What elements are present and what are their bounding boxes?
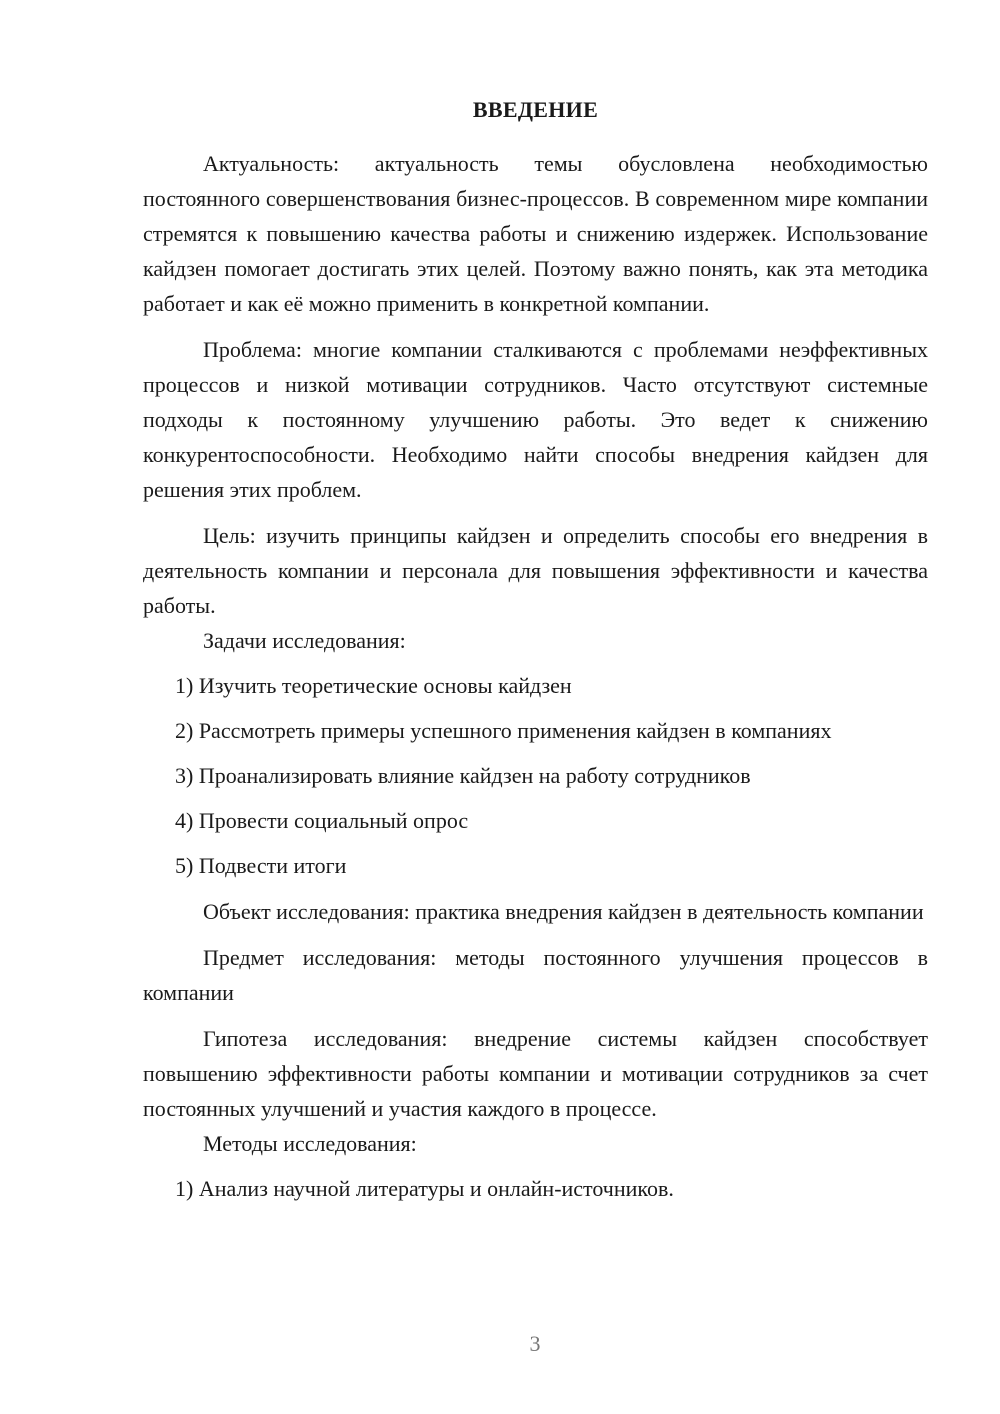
subject-paragraph: Предмет исследования: методы постоянного улучшения процессов в компании [143, 945, 928, 1005]
relevance-paragraph: Актуальность: актуальность темы обусловлена необходимостью постоянного совершенствования бизнес-процессов. В современном мире компании стремятся к повышению качества работы и снижению издержек. Использование кайдзен помогает достигать этих целей. Поэтому важно понять, как эта методика работает и как её можно применить в конкретной компании. [143, 151, 928, 316]
page-content [143, 92, 928, 1206]
problem-paragraph: Проблема: многие компании сталкиваются с проблемами неэффективных процессов и низкой мотивации сотрудников. Часто отсутствуют системные подходы к постоянному улучшению работы. Это ведет к снижению конкурентоспособности. Необходимо найти способы внедрения кайдзен для решения этих проблем. [143, 337, 928, 502]
methods-heading: Методы исследования: [203, 1131, 417, 1156]
page-title: ВВЕДЕНИЕ [472, 97, 599, 122]
task-item-2: 2) Рассмотреть примеры успешного применения кайдзен в компаниях [175, 718, 832, 743]
task-item-1: 1) Изучить теоретические основы кайдзен [175, 673, 572, 698]
task-item-3: 3) Проанализировать влияние кайдзен на работу сотрудников [175, 763, 751, 788]
method-item-1: 1) Анализ научной литературы и онлайн-источников. [175, 1176, 674, 1201]
task-item-5: 5) Подвести итоги [175, 853, 347, 878]
hypothesis-paragraph: Гипотеза исследования: внедрение системы кайдзен способствует повышению эффективности работы компании и мотивации сотрудников за счет постоянных улучшений и участия каждого в процессе. [143, 1026, 928, 1121]
object-paragraph: Объект исследования: практика внедрения кайдзен в деятельность компании [203, 899, 924, 924]
tasks-heading: Задачи исследования: [203, 628, 406, 653]
task-item-4: 4) Провести социальный опрос [175, 808, 469, 833]
page-number: 3 [529, 1331, 541, 1356]
goal-paragraph: Цель: изучить принципы кайдзен и определить способы его внедрения в деятельность компании и персонала для повышения эффективности и качества работы. [143, 523, 928, 618]
